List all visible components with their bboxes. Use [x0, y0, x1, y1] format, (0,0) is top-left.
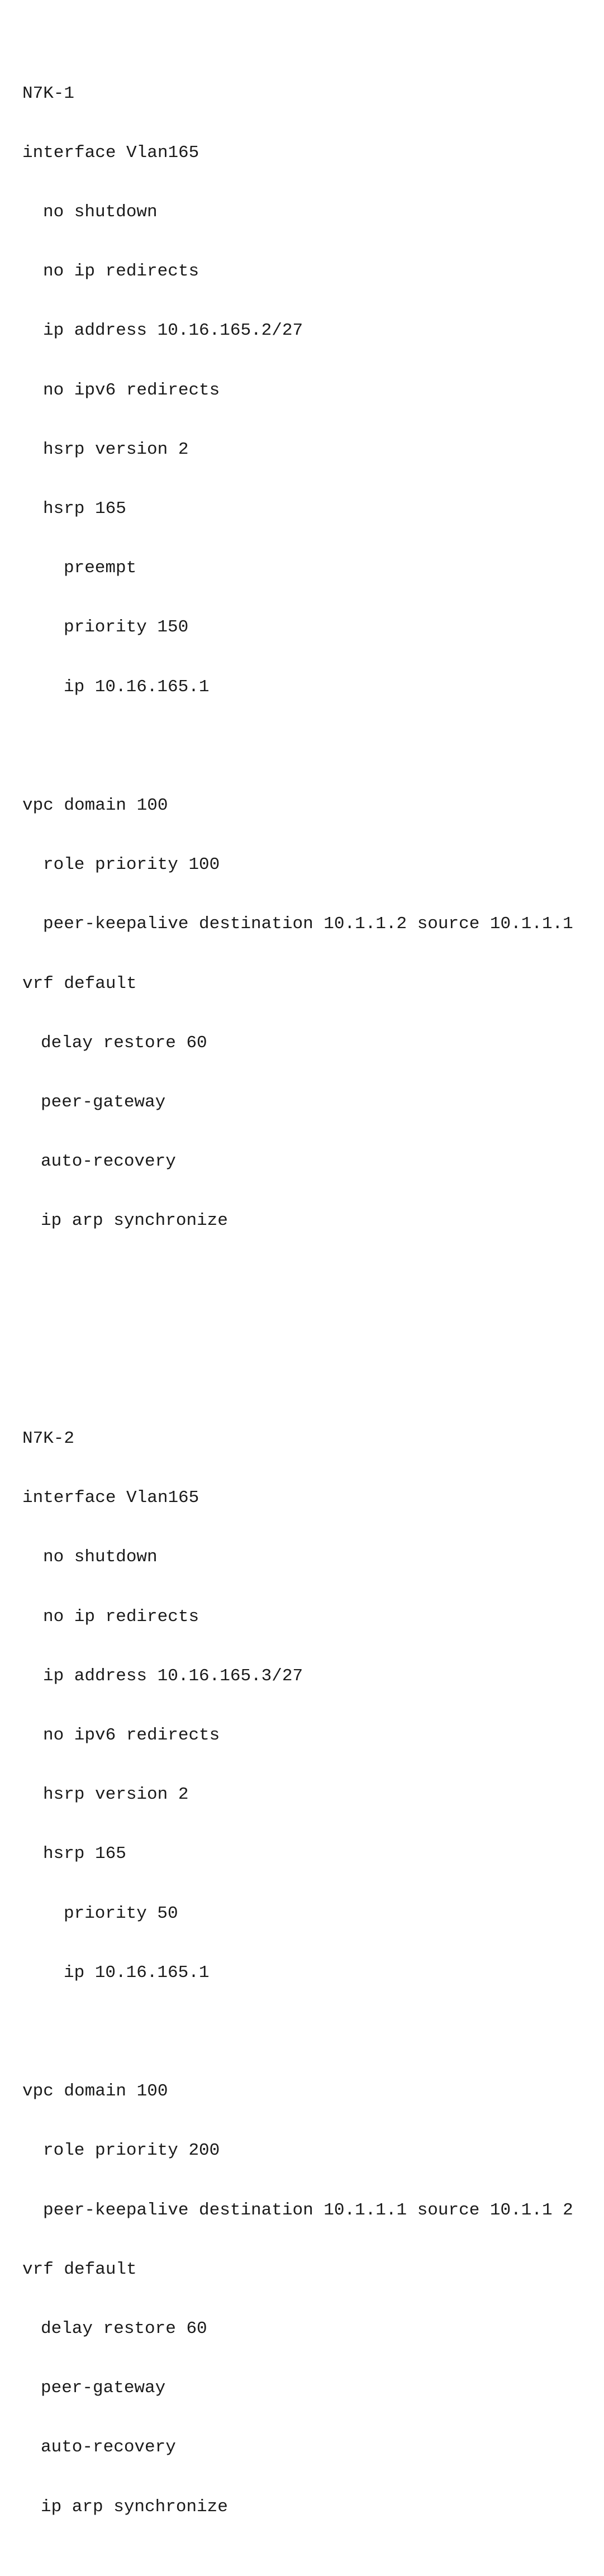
device-name: N7K-1 [22, 83, 75, 103]
config-line: peer-gateway [41, 2378, 166, 2398]
config-line: ip arp synchronize [41, 1211, 228, 1231]
config-line: priority 50 [64, 1903, 178, 1923]
config-block-n7k-1 [0, 44, 604, 1330]
config-line: vrf default [22, 973, 137, 994]
config-line: auto-recovery [41, 1152, 176, 1172]
device-name: N7K-2 [22, 1428, 75, 1448]
config-line: vpc domain 100 [22, 796, 168, 816]
config-line: vpc domain 100 [22, 2081, 168, 2102]
config-block-n7k-2 [0, 1389, 604, 2556]
config-line: peer-gateway [41, 1092, 166, 1113]
config-line: no ip redirects [43, 262, 199, 282]
blank-line [0, 1271, 604, 1290]
config-line: no ipv6 redirects [43, 380, 220, 400]
config-line: peer-keepalive destination 10.1.1.2 source 10.1.1.1 [43, 914, 573, 934]
config-line: auto-recovery [41, 2437, 176, 2458]
config-line: ip address 10.16.165.2/27 [43, 321, 303, 341]
config-line: hsrp 165 [43, 1844, 126, 1864]
config-line: ip arp synchronize [41, 2497, 228, 2517]
config-line: preempt [64, 558, 137, 578]
config-line: role priority 200 [43, 2141, 220, 2161]
config-line: ip 10.16.165.1 [64, 677, 210, 697]
config-line: hsrp 165 [43, 499, 126, 519]
config-line: hsrp version 2 [43, 1785, 189, 1805]
config-line: no shutdown [43, 202, 158, 222]
config-line: ip address 10.16.165.3/27 [43, 1666, 303, 1686]
config-line: interface Vlan165 [22, 142, 199, 163]
config-line: vrf default [22, 2259, 137, 2279]
config-line: no ip redirects [43, 1607, 199, 1627]
config-line: delay restore 60 [41, 1033, 207, 1053]
config-line: interface Vlan165 [22, 1488, 199, 1508]
config-line: priority 150 [64, 617, 189, 638]
blank-line [0, 736, 604, 756]
config-line: no ipv6 redirects [43, 1725, 220, 1745]
blank-line [0, 2022, 604, 2042]
config-line: ip 10.16.165.1 [64, 1962, 210, 1983]
config-line: hsrp version 2 [43, 439, 189, 459]
config-line: delay restore 60 [41, 2318, 207, 2339]
config-line: peer-keepalive destination 10.1.1.1 source 10.1.1 2 [43, 2200, 573, 2220]
config-line: no shutdown [43, 1547, 158, 1567]
config-line: role priority 100 [43, 855, 220, 875]
